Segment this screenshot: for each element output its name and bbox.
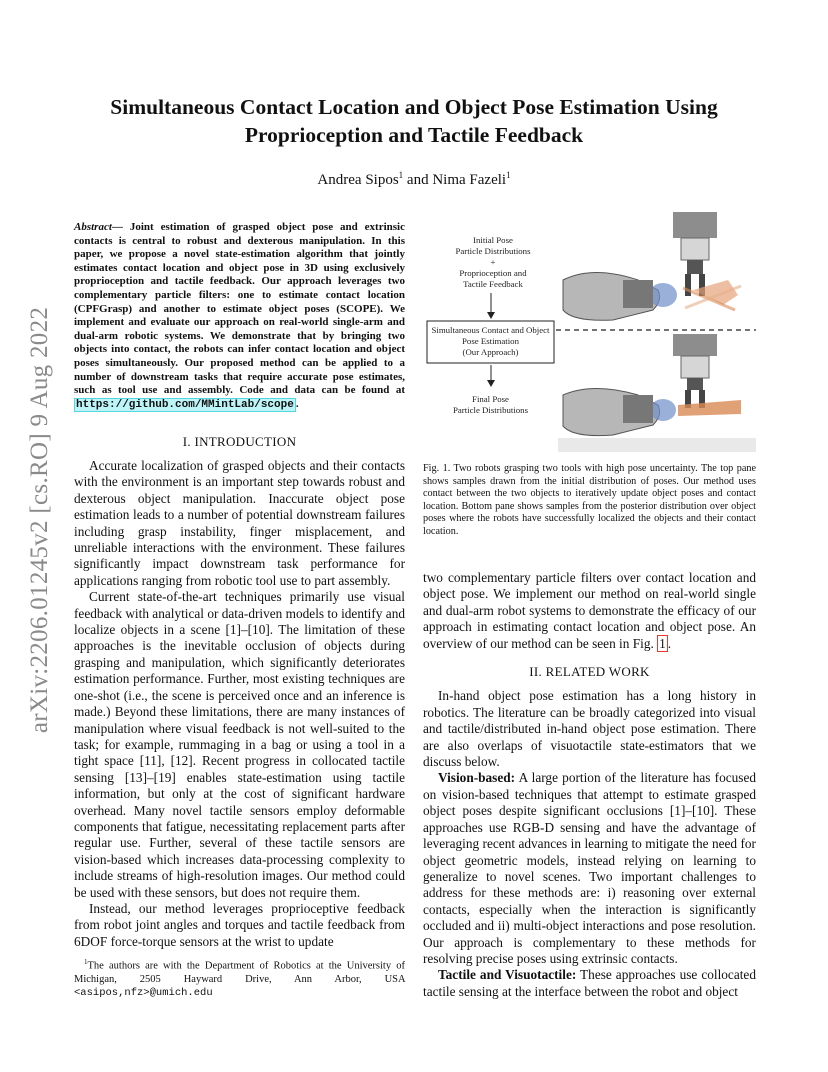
author-2-affiliation: 1 bbox=[506, 170, 511, 180]
author-1-affiliation: 1 bbox=[398, 170, 404, 180]
diagram-initial-line-4: Tactile Feedback bbox=[463, 279, 523, 289]
code-link[interactable]: https://github.com/MMintLab/scope bbox=[76, 398, 294, 411]
diagram-mid-line-2: Pose Estimation bbox=[462, 336, 519, 346]
right-column-body bbox=[423, 570, 756, 1000]
abstract-label: Abstract bbox=[74, 221, 112, 233]
right-paragraph-text: two complementary particle filters over contact location and object pose. We implement our method on real-world single and dual-arm robot systems to demonstrate the efficacy of our approach in estimating contact location and object pose. An overview of our method can be seen in Fig. bbox=[423, 570, 756, 651]
right-paragraph-continued: two complementary particle filters over contact location and object pose. We implement our method on real-world single and dual-arm robot systems to demonstrate the efficacy of our approach in estimating contact location and object pose. An overview of our method can be seen in Fig. 1 . bbox=[423, 570, 756, 651]
robot-photo-top bbox=[558, 212, 756, 325]
abstract bbox=[74, 221, 405, 412]
intro-paragraph-1: Accurate localization of grasped objects and their contacts with the environment is an important step towards robust and dexterous object manipulation. Inaccurate object pose estimation leads to a number of potential downstream failures including grasp instability, finger misplacement, and unreliable interactions with the environment. These failures significantly impact downstream task performance for applications ranging from robotic tool use to part assembly. bbox=[74, 458, 405, 588]
diagram-mid-line-3: (Our Approach) bbox=[462, 347, 519, 357]
tactile-label: Tactile and Visuotactile: bbox=[438, 967, 577, 983]
vision-based-label: Vision-based: bbox=[438, 770, 516, 786]
footnote-email: <asipos,nfz>@umich.edu bbox=[74, 986, 213, 999]
robot-photo-bottom bbox=[558, 334, 756, 452]
related-work-paragraph: In-hand object pose estimation has a long history in robotics. The literature can be broadly categorized into visual and tactile/distributed in-hand object pose estimation. There are also overlaps of visuotactile state-estimators that we discuss below. bbox=[423, 688, 756, 770]
diagram-final-line-1: Final Pose bbox=[472, 394, 509, 404]
abstract-dash: — bbox=[111, 221, 130, 233]
diagram-initial-line-2: Particle Distributions bbox=[455, 246, 531, 256]
tactile-paragraph bbox=[423, 967, 756, 1000]
author-1: Andrea Sipos bbox=[317, 172, 399, 188]
tactile-text: These approaches use collocated tactile sensing at the interface between the robot and object bbox=[423, 967, 756, 999]
author-and: and bbox=[403, 172, 433, 188]
diagram-final-box bbox=[427, 394, 554, 416]
figure-1-link[interactable]: 1 bbox=[659, 635, 666, 651]
diagram-plus: + bbox=[490, 257, 496, 267]
title-line-2: Proprioception and Tactile Feedback bbox=[244, 123, 584, 147]
abstract-text: Joint estimation of grasped object pose and extrinsic contacts is central to robust and dexterous manipulation. In this paper, we propose a novel state-estimation algorithm that jointly estimates contact location and object pose in 3D using exclusively proprioception and tactile feedback. Our approach leverages two complementary particle filters: one to estimate contact location (CPFGrasp) and another to estimate object poses (SCOPE). We implement and evaluate our approach on real-world single-arm and dual-arm robotic systems. We demonstrate that by bringing two objects into contact, the robots can infer contact location and object poses simultaneously. Our proposed method can be applied to a number of downstream tasks that require accurate pose estimates, such as tool use and assembly. Code and data can be found at bbox=[74, 221, 405, 397]
abstract-end: . bbox=[295, 397, 299, 410]
left-column-body bbox=[74, 458, 405, 950]
diagram-initial-line-3: Proprioception and bbox=[459, 268, 527, 278]
intro-paragraph-3: Instead, our method leverages proprioceptive feedback from robot joint angles and torques and tactile feedback from 6DOF force-torque sensors at the wrist to update bbox=[74, 900, 405, 949]
section-heading-related-work: II. RELATED WORK bbox=[529, 664, 650, 680]
footnote bbox=[74, 956, 405, 1000]
section-heading-introduction: I. INTRODUCTION bbox=[182, 434, 297, 449]
footnote-marker: 1 bbox=[84, 958, 88, 966]
diagram-initial-line-1: Initial Pose bbox=[473, 235, 513, 245]
figure-1 bbox=[423, 210, 756, 455]
arxiv-identifier bbox=[22, 285, 58, 755]
diagram-final-line-2: Particle Distributions bbox=[452, 405, 528, 415]
vision-based-text: A large portion of the literature has focused on vision-based techniques that attempt to estimate grasped object poses despite significant occlusions [1]–[10]. These approaches use RGB-D sensing and have the advantage of leveraging recent advances in learning to mitigate the need for object geometric models, instead relying on learning to generalize to novel scenes. Two important challenges to address for these methods are: i) reasoning over external contacts, especially when the interaction is significantly occluded and ii) multi-object interactions and pose resolution. Our approach is complementary to these methods for resolving precise poses using extrinsic contacts. bbox=[423, 770, 756, 966]
vision-based-paragraph bbox=[423, 770, 756, 967]
figure-1-caption: Fig. 1. Two robots grasping two tools with high pose uncertainty. The top pane shows samples drawn from the initial distribution of poses. Our method uses contact between the two objects to iteratively update object poses and contact location. Bottom pane shows samples from the posterior distribution over object poses where the robots have successfully localized the objects and their contact location. bbox=[423, 463, 756, 537]
paper-title bbox=[80, 93, 748, 149]
arxiv-id-text: arXiv:2206.01245v2 [cs.RO] 9 Aug 2022 bbox=[26, 306, 53, 734]
diagram-approach-box bbox=[427, 325, 554, 358]
intro-paragraph-2: Current state-of-the-art techniques primarily use visual feedback with analytical or data-driven models to identify and localize objects in a scene [1]–[10]. The limitation of these approaches is the inevitable occlusion of objects during grasping and manipulation, which significantly deteriorates estimation performance. Further, most existing techniques are one-shot (i.e., the scene is perceived once and an inference is made.) Beyond these limitations, there are many instances of manipulation where visual feedback is not well-suited to the task; for example, rummaging in a bag or using a tool in a tight space [11], [12]. Recent progress in collocated tactile sensing [13]–[19] enables state-estimation using tactile information, but only at the cost of significant hardware overhead. Many novel tactile sensors employ deformable components that fatigue, necessitating replacement parts after regular use. Further, several of these tactile sensors are vision-based which increases data-processing complexity to include streams of high-resolution images. Our method could be used with these sensors, but does not require them. bbox=[74, 589, 405, 900]
diagram-mid-line-1: Simultaneous Contact and Object bbox=[431, 325, 550, 335]
author-list bbox=[80, 170, 748, 189]
title-line-1: Simultaneous Contact Location and Object Pose Estimation Using bbox=[110, 95, 718, 119]
diagram-arrowhead-2 bbox=[487, 380, 495, 387]
footnote-text: The authors are with the Department of Robotics at the University of Michigan, 2505 Hayward Drive, Ann Arbor, USA bbox=[74, 960, 405, 985]
diagram-arrowhead-1 bbox=[487, 312, 495, 319]
author-2: Nima Fazeli bbox=[432, 172, 507, 188]
